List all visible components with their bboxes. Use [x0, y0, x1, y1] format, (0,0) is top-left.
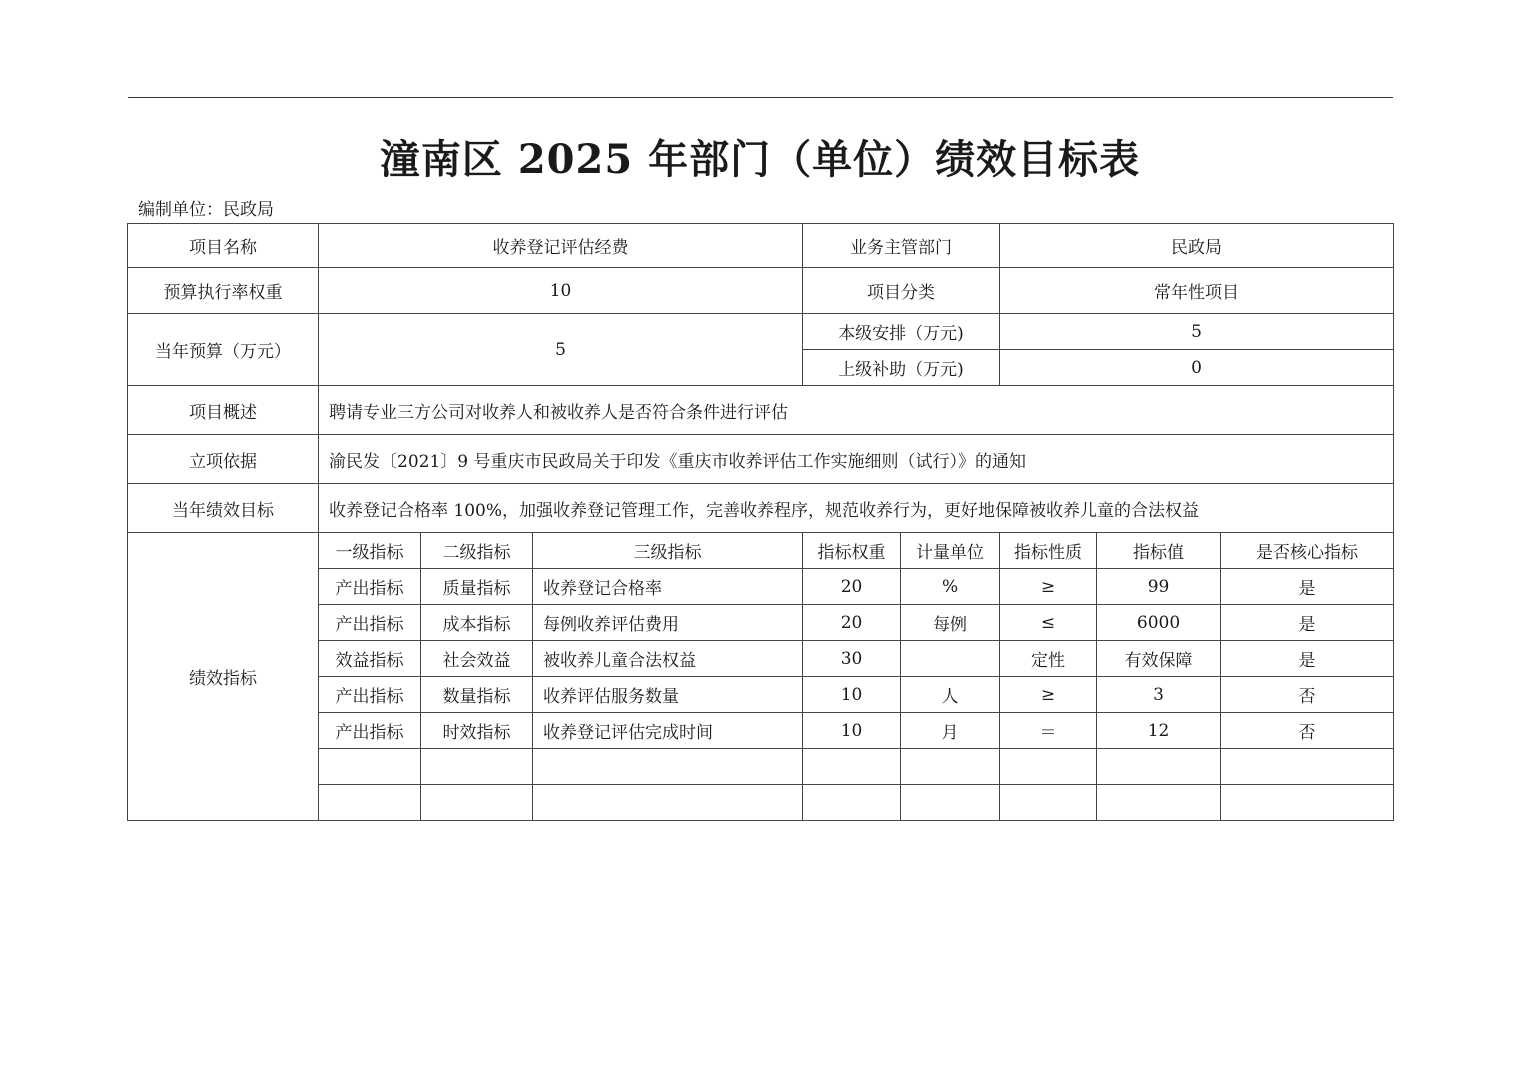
local-value: 5	[1000, 314, 1394, 350]
basis-value: 渝民发〔2021〕9 号重庆市民政局关于印发《重庆市收养评估工作实施细则（试行）》的通知	[319, 435, 1394, 484]
cell-level3: 每例收养评估费用	[533, 605, 803, 641]
cell-core: 否	[1221, 713, 1394, 749]
header-unit: 计量单位	[901, 533, 1000, 569]
project-name-label: 项目名称	[128, 224, 319, 268]
cell-level3: 收养评估服务数量	[533, 677, 803, 713]
budget-label: 当年预算（万元）	[128, 314, 319, 386]
upper-value: 0	[1000, 350, 1394, 386]
overview-value: 聘请专业三方公司对收养人和被收养人是否符合条件进行评估	[319, 386, 1394, 435]
cell-level3: 收养登记合格率	[533, 569, 803, 605]
cell-nature: ≥	[1000, 569, 1097, 605]
header-value: 指标值	[1097, 533, 1221, 569]
cell-unit: 月	[901, 713, 1000, 749]
cell-level1: 产出指标	[319, 605, 421, 641]
cell-unit	[901, 641, 1000, 677]
cell-value: 3	[1097, 677, 1221, 713]
header-weight: 指标权重	[803, 533, 901, 569]
exec-rate-value: 10	[319, 268, 803, 314]
cell-level2: 数量指标	[421, 677, 533, 713]
cell-weight: 30	[803, 641, 901, 677]
header-nature: 指标性质	[1000, 533, 1097, 569]
cell-level2: 质量指标	[421, 569, 533, 605]
cell-unit: 每例	[901, 605, 1000, 641]
cell-nature: ＝	[1000, 713, 1097, 749]
indicator-header-row	[128, 533, 1394, 569]
category-value: 常年性项目	[1000, 268, 1394, 314]
cell-weight: 10	[803, 713, 901, 749]
cell-nature: 定性	[1000, 641, 1097, 677]
cell-level2: 社会效益	[421, 641, 533, 677]
cell-level1: 产出指标	[319, 677, 421, 713]
cell-core: 是	[1221, 641, 1394, 677]
goal-value: 收养登记合格率 100%，加强收养登记管理工作，完善收养程序，规范收养行为，更好地保障被收养儿童的合法权益	[319, 484, 1394, 533]
row-basis	[128, 435, 1394, 484]
cell-level1: 产出指标	[319, 713, 421, 749]
indicators-section-label: 绩效指标	[128, 533, 319, 821]
row-project-name	[128, 224, 1394, 268]
row-exec-rate	[128, 268, 1394, 314]
performance-table	[127, 223, 1394, 821]
local-label: 本级安排（万元)	[803, 314, 1000, 350]
dept-label: 业务主管部门	[803, 224, 1000, 268]
cell-core: 是	[1221, 569, 1394, 605]
goal-label: 当年绩效目标	[128, 484, 319, 533]
header-level2: 二级指标	[421, 533, 533, 569]
cell-core: 是	[1221, 605, 1394, 641]
cell-value: 6000	[1097, 605, 1221, 641]
cell-nature: ≥	[1000, 677, 1097, 713]
cell-value: 99	[1097, 569, 1221, 605]
compiling-unit: 编制单位：民政局	[138, 200, 274, 220]
category-label: 项目分类	[803, 268, 1000, 314]
overview-label: 项目概述	[128, 386, 319, 435]
header-level3: 三级指标	[533, 533, 803, 569]
dept-value: 民政局	[1000, 224, 1394, 268]
cell-value: 有效保障	[1097, 641, 1221, 677]
cell-level3: 收养登记评估完成时间	[533, 713, 803, 749]
cell-level1: 产出指标	[319, 569, 421, 605]
header-level1: 一级指标	[319, 533, 421, 569]
budget-value: 5	[319, 314, 803, 386]
cell-level2: 时效指标	[421, 713, 533, 749]
cell-level2: 成本指标	[421, 605, 533, 641]
cell-core: 否	[1221, 677, 1394, 713]
row-overview	[128, 386, 1394, 435]
row-budget-local	[128, 314, 1394, 350]
row-goal	[128, 484, 1394, 533]
cell-weight: 10	[803, 677, 901, 713]
upper-label: 上级补助（万元)	[803, 350, 1000, 386]
basis-label: 立项依据	[128, 435, 319, 484]
header-core: 是否核心指标	[1221, 533, 1394, 569]
exec-rate-label: 预算执行率权重	[128, 268, 319, 314]
cell-unit: %	[901, 569, 1000, 605]
cell-level1: 效益指标	[319, 641, 421, 677]
cell-nature: ≤	[1000, 605, 1097, 641]
cell-level3: 被收养儿童合法权益	[533, 641, 803, 677]
project-name-value: 收养登记评估经费	[319, 224, 803, 268]
cell-weight: 20	[803, 569, 901, 605]
page-title: 潼南区 2025 年部门（单位）绩效目标表	[379, 136, 1141, 183]
top-rule	[128, 97, 1393, 98]
cell-value: 12	[1097, 713, 1221, 749]
cell-unit: 人	[901, 677, 1000, 713]
cell-weight: 20	[803, 605, 901, 641]
